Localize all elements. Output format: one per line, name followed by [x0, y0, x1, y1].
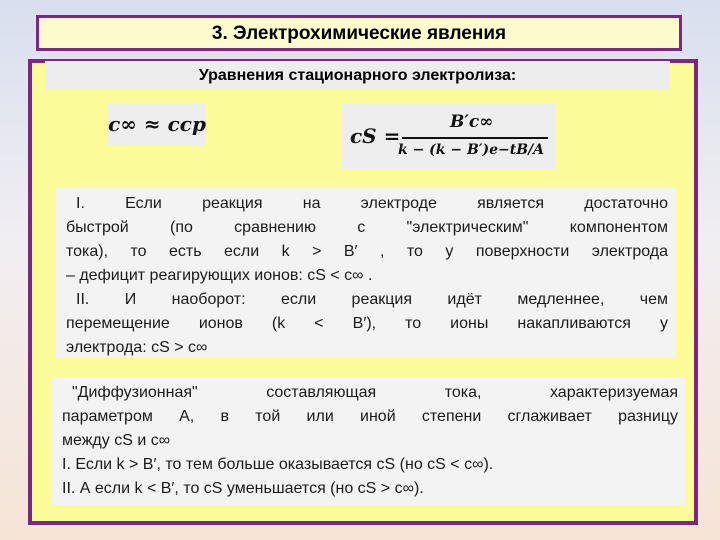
- text-line: параметром А, в той или иной степени сглаживает разницу: [62, 408, 678, 425]
- equations-heading: Уравнения стационарного электролиза:: [45, 61, 670, 90]
- text-line: II. И наоборот: если реакция идёт медленнее, чем: [76, 291, 668, 308]
- slide-title: 3. Электрохимические явления: [36, 15, 682, 51]
- formula-numerator: B′c∞: [450, 112, 494, 132]
- text-line: быстрой (по сравнению с "электрическим" компонентом: [66, 219, 668, 236]
- formula-lhs: cS =: [350, 124, 401, 148]
- fraction-bar: [402, 137, 548, 139]
- text-line: электрода: cS > c∞: [66, 339, 208, 356]
- text-line: I. Если k > B′, то тем больше оказывается cS (но cS < c∞).: [62, 456, 494, 473]
- text-line: тока), то есть если k > B′ , то у поверхности электрода: [66, 243, 668, 260]
- formula-concentration-approx: c∞ ≈ cср: [108, 103, 206, 146]
- text-line: I. Если реакция на электроде является достаточно: [76, 195, 668, 212]
- reaction-cases-text: [56, 188, 676, 358]
- text-line: между cS и c∞: [62, 432, 171, 449]
- text-line: II. А если k < B′, то cS уменьшается (но cS > c∞).: [62, 480, 424, 497]
- text-line: – дефицит реагирующих ионов: cS < c∞ .: [66, 267, 373, 284]
- text-line: "Диффузионная" составляющая тока, характеризуемая: [72, 384, 678, 401]
- formula-denominator: k − (k − B′)e−tB/A: [398, 142, 545, 158]
- diffusion-current-text: [52, 377, 686, 505]
- formula-surface-concentration: [342, 104, 555, 169]
- text-line: перемещение ионов (k < B′), то ионы накапливаются у: [66, 315, 668, 332]
